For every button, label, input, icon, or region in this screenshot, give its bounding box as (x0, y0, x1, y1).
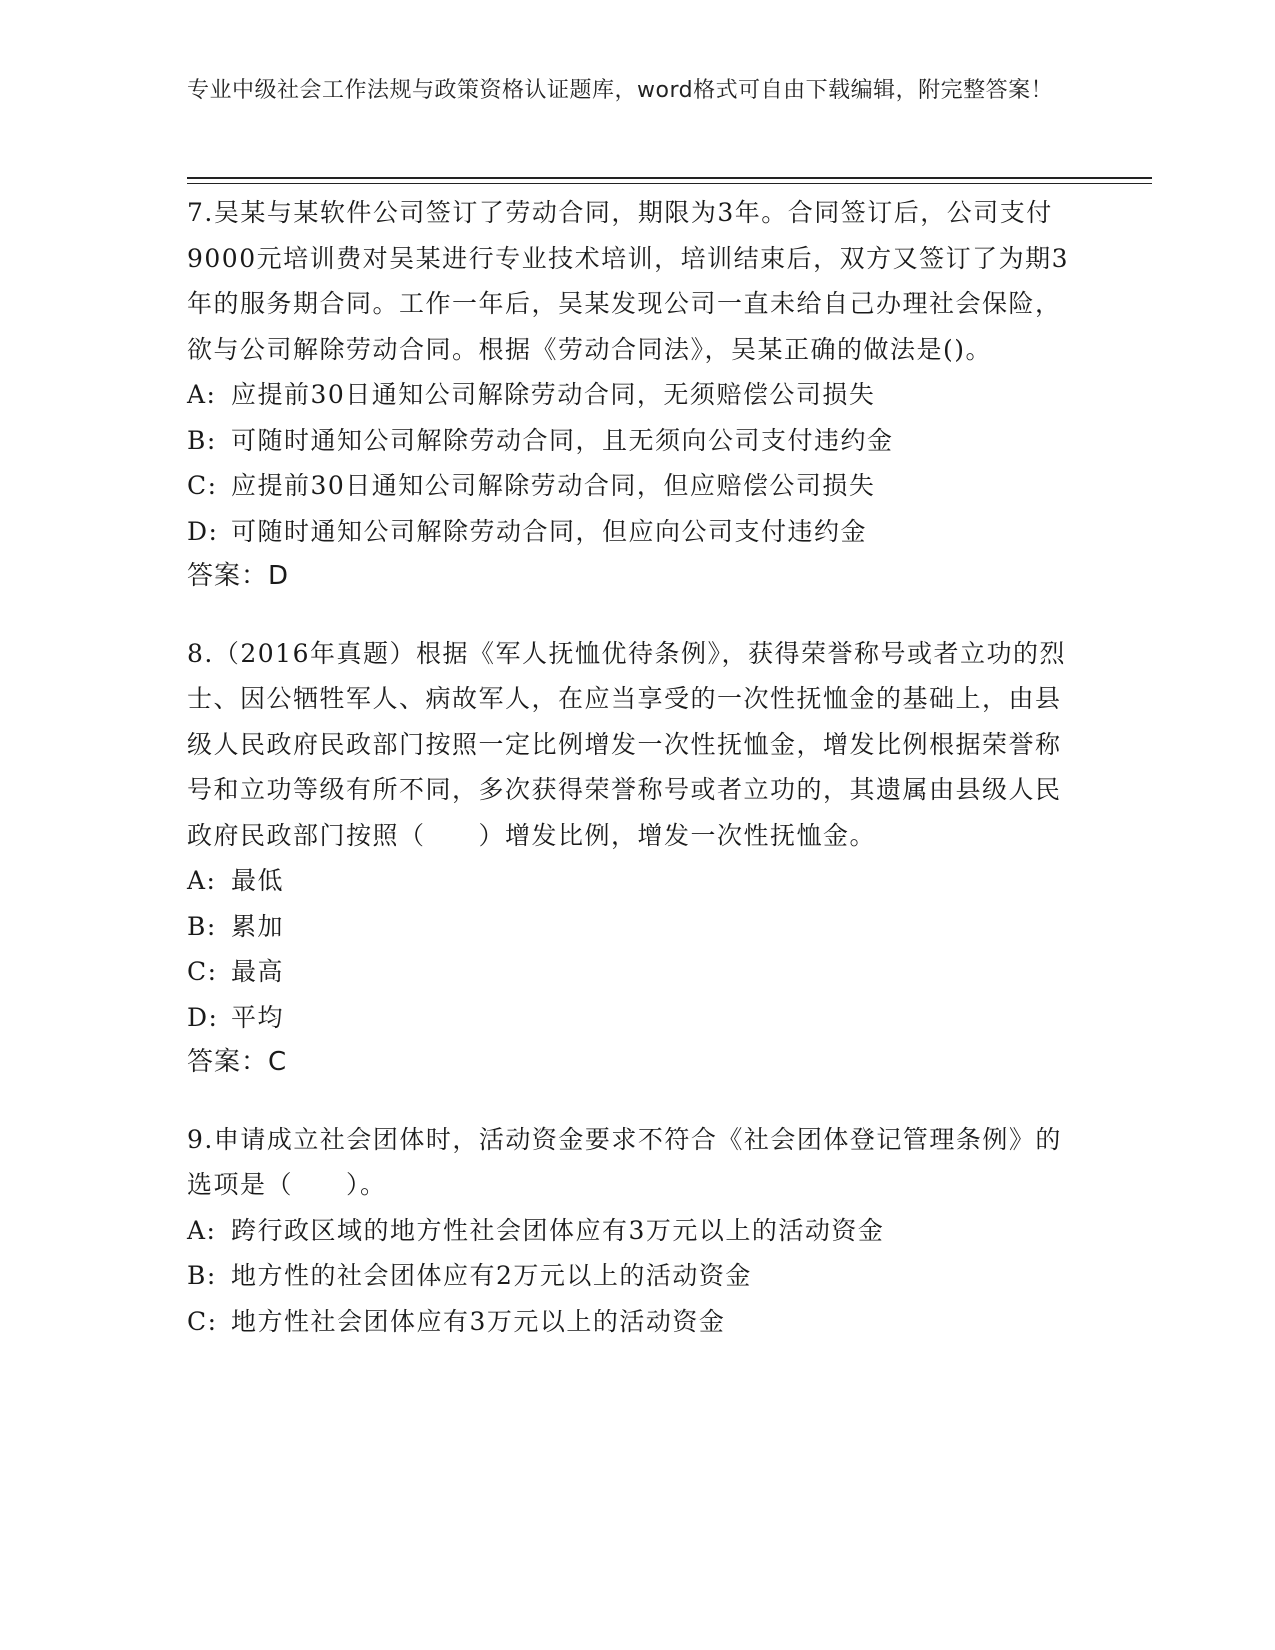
header-rule-thin (187, 183, 1152, 184)
option-d (187, 509, 1077, 555)
question-7 (187, 190, 1077, 600)
option-b (187, 904, 1077, 950)
question-8 (187, 631, 1077, 1086)
option-a (187, 372, 1077, 418)
option-c (187, 1299, 1077, 1345)
option-key: D: (187, 1002, 219, 1032)
header-rule-thick (187, 177, 1152, 179)
option-key: D: (187, 516, 219, 546)
option-c (187, 949, 1077, 995)
option-key: C: (187, 471, 218, 500)
option-key: A: (187, 380, 217, 409)
option-key: C: (187, 957, 218, 986)
option-text: 平均 (231, 1002, 285, 1032)
option-key: C: (187, 1306, 218, 1336)
answer-line: 答案：D (187, 561, 290, 591)
option-text: 跨行政区域的地方性社会团体应有3万元以上的活动资金 (231, 1215, 885, 1245)
option-text: 应提前30日通知公司解除劳动合同，但应赔偿公司损失 (231, 471, 876, 500)
option-text: 最低 (231, 866, 285, 895)
document-header: 专业中级社会工作法规与政策资格认证题库，word格式可自由下载编辑，附完整答案！ (187, 78, 1054, 103)
option-text: 最高 (231, 957, 285, 986)
question-stem: 7.吴某与某软件公司签订了劳动合同，期限为3年。合同签订后，公司支付9000元培训费对吴某进行专业技术培训，培训结束后，双方又签订了为期3年的服务期合同。工作一年后，吴某发现公司一直未给自己办理社会保险，欲与公司解除劳动合同。根据《劳动合同法》，吴某正确的做法是()。 (187, 198, 1070, 364)
option-key: B: (187, 425, 217, 455)
answer-line: 答案：C (187, 1047, 288, 1077)
option-text: 地方性的社会团体应有2万元以上的活动资金 (231, 1261, 752, 1290)
option-text: 可随时通知公司解除劳动合同，但应向公司支付违约金 (231, 516, 868, 546)
option-key: B: (187, 1261, 217, 1290)
option-b (187, 1253, 1077, 1299)
option-key: A: (187, 1215, 217, 1245)
option-key: B: (187, 911, 217, 941)
question-9 (187, 1117, 1077, 1345)
option-key: A: (187, 866, 217, 895)
option-a (187, 1208, 1077, 1254)
option-text: 地方性社会团体应有3万元以上的活动资金 (231, 1306, 726, 1336)
question-stem: 9.申请成立社会团体时，活动资金要求不符合《社会团体登记管理条例》的选项是（ ）。 (187, 1124, 1062, 1199)
option-a (187, 858, 1077, 904)
option-b (187, 418, 1077, 464)
option-c (187, 463, 1077, 509)
question-stem: 8.（2016年真题）根据《军人抚恤优待条例》，获得荣誉称号或者立功的烈士、因公牺牲军人、病故军人，在应当享受的一次性抚恤金的基础上，由县级人民政府民政部门按照一定比例增发一次性抚恤金，增发比例根据荣誉称号和立功等级有所不同，多次获得荣誉称号或者立功的，其遗属由县级人民政府民政部门按照（ ）增发比例，增发一次性抚恤金。 (187, 638, 1066, 850)
option-text: 累加 (231, 911, 285, 941)
option-text: 可随时通知公司解除劳动合同，且无须向公司支付违约金 (231, 425, 894, 455)
option-d (187, 995, 1077, 1041)
option-text: 应提前30日通知公司解除劳动合同，无须赔偿公司损失 (231, 380, 876, 409)
question-list (187, 190, 1077, 1375)
